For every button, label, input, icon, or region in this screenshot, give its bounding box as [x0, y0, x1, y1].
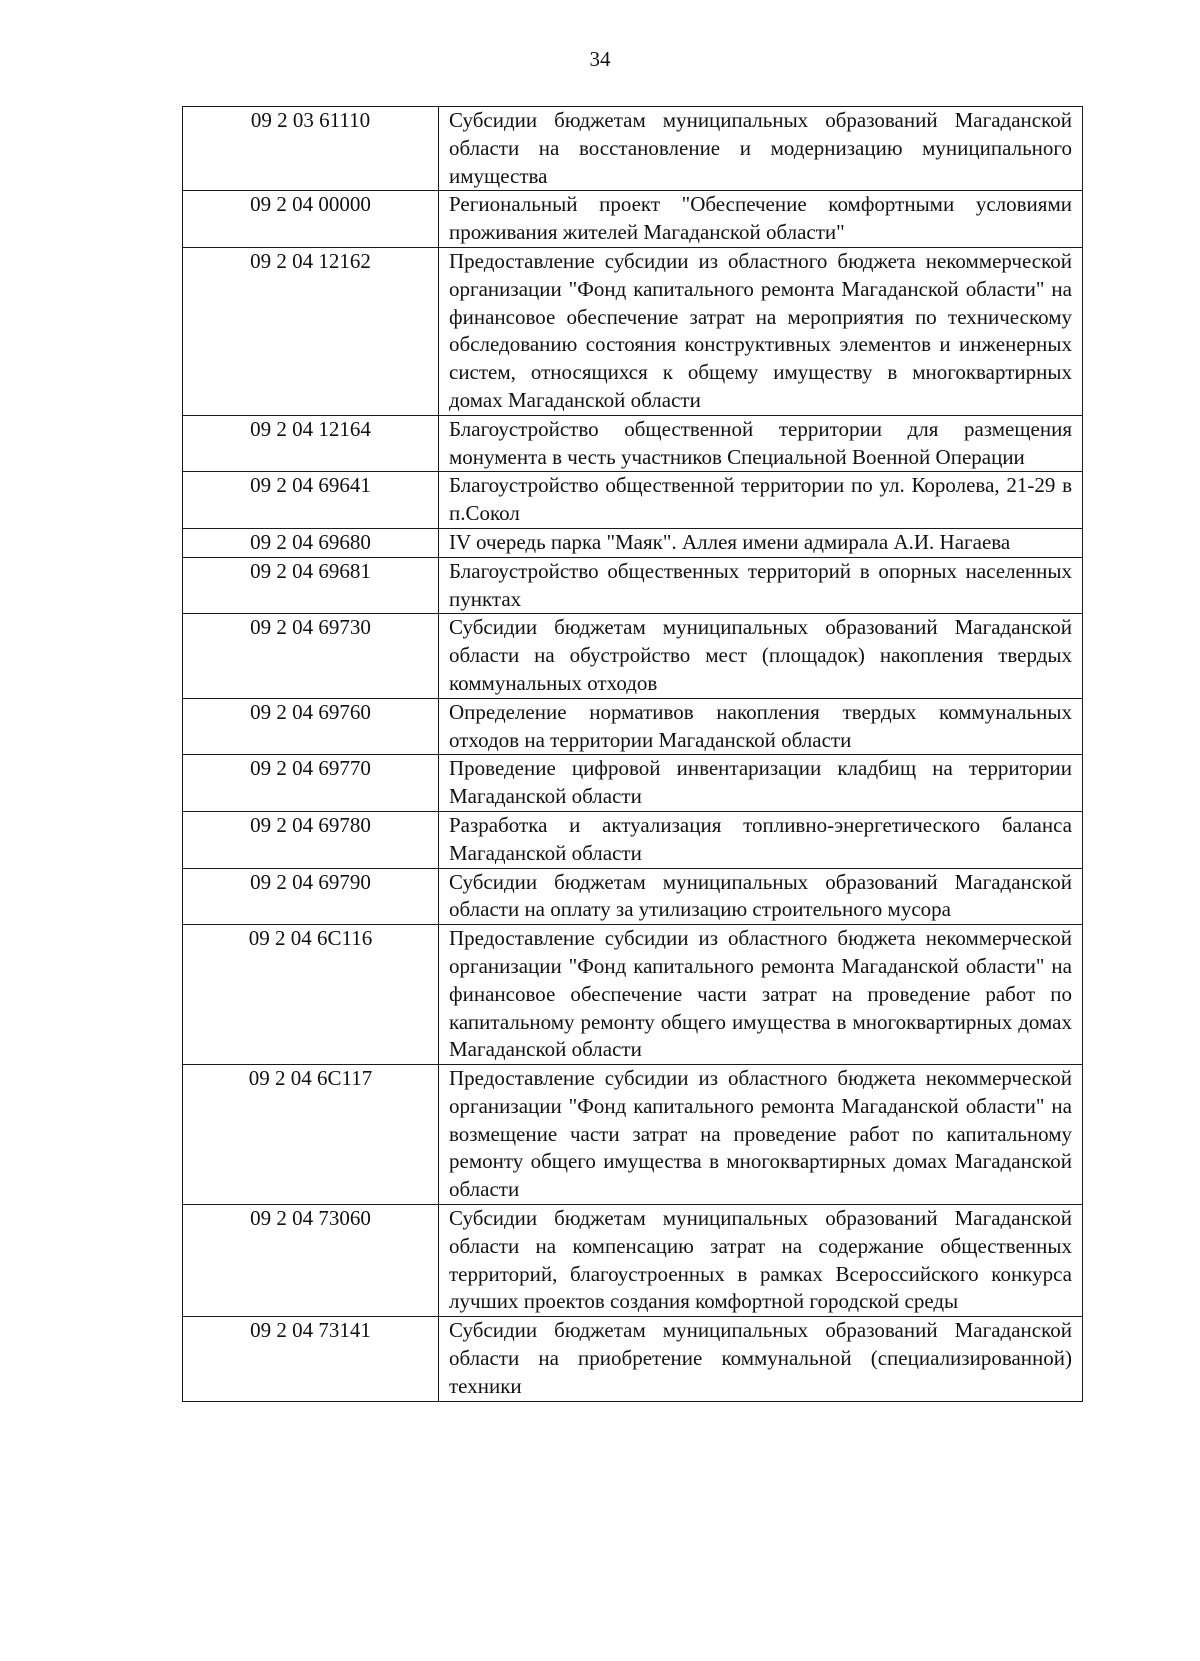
table-row	[183, 811, 1083, 868]
expenditure-description: Благоустройство общественных территорий в опорных населенных пунктах	[439, 557, 1083, 614]
expenditure-description: Субсидии бюджетам муниципальных образований Магаданской области на обустройство мест (площадок) накопления твердых коммунальных отходов	[439, 614, 1083, 698]
classification-code: 09 2 04 73141	[183, 1317, 439, 1401]
table-row	[183, 415, 1083, 472]
table-row	[183, 614, 1083, 698]
table-row	[183, 1317, 1083, 1401]
expenditure-description: Благоустройство общественной территории для размещения монумента в честь участников Специальной Военной Операции	[439, 415, 1083, 472]
expenditure-description: IV очередь парка "Маяк". Аллея имени адмирала А.И. Нагаева	[439, 528, 1083, 557]
classification-code: 09 2 04 69681	[183, 557, 439, 614]
expenditure-description: Предоставление субсидии из областного бюджета некоммерческой организации "Фонд капитального ремонта Магаданской области" на финансовое обеспечение части затрат на проведение работ по капитальному ремонту общего имущества в многоквартирных домах Магаданской области	[439, 925, 1083, 1065]
table-row	[183, 1065, 1083, 1205]
classification-code: 09 2 04 69680	[183, 528, 439, 557]
expenditure-description: Определение нормативов накопления твердых коммунальных отходов на территории Магаданской области	[439, 698, 1083, 755]
expenditure-description: Благоустройство общественной территории по ул. Королева, 21-29 в п.Сокол	[439, 472, 1083, 529]
classification-code: 09 2 04 69730	[183, 614, 439, 698]
expenditure-description: Субсидии бюджетам муниципальных образований Магаданской области на приобретение коммунальной (специализированной) техники	[439, 1317, 1083, 1401]
classification-code: 09 2 04 12164	[183, 415, 439, 472]
table-row	[183, 247, 1083, 415]
expenditure-description: Предоставление субсидии из областного бюджета некоммерческой организации "Фонд капитального ремонта Магаданской области" на возмещение части затрат на проведение работ по капитальному ремонту общего имущества в многоквартирных домах Магаданской области	[439, 1065, 1083, 1205]
table-row	[183, 472, 1083, 529]
expenditure-description: Предоставление субсидии из областного бюджета некоммерческой организации "Фонд капитального ремонта Магаданской области" на финансовое обеспечение затрат на мероприятия по техническому обследованию состояния конструктивных элементов и инженерных систем, относящихся к общему имуществу в многоквартирных домах Магаданской области	[439, 247, 1083, 415]
classification-code: 09 2 04 12162	[183, 247, 439, 415]
table-row	[183, 528, 1083, 557]
budget-code-table	[182, 106, 1083, 1402]
table-row	[183, 698, 1083, 755]
classification-code: 09 2 04 6С117	[183, 1065, 439, 1205]
table-body	[183, 107, 1083, 1402]
table-row	[183, 557, 1083, 614]
table-row	[183, 755, 1083, 812]
classification-code: 09 2 04 69641	[183, 472, 439, 529]
classification-code: 09 2 04 69760	[183, 698, 439, 755]
classification-code: 09 2 04 73060	[183, 1205, 439, 1317]
table-row	[183, 868, 1083, 925]
table-row	[183, 925, 1083, 1065]
classification-code: 09 2 04 69780	[183, 811, 439, 868]
expenditure-description: Субсидии бюджетам муниципальных образований Магаданской области на компенсацию затрат на содержание общественных территорий, благоустроенных в рамках Всероссийского конкурса лучших проектов создания комфортной городской среды	[439, 1205, 1083, 1317]
classification-code: 09 2 04 69790	[183, 868, 439, 925]
classification-code: 09 2 03 61110	[183, 107, 439, 191]
table-row	[183, 1205, 1083, 1317]
table-row	[183, 107, 1083, 191]
page-number: 34	[589, 47, 611, 71]
expenditure-description: Региональный проект "Обеспечение комфортными условиями проживания жителей Магаданской области"	[439, 191, 1083, 248]
classification-code: 09 2 04 69770	[183, 755, 439, 812]
table-row	[183, 191, 1083, 248]
classification-code: 09 2 04 00000	[183, 191, 439, 248]
expenditure-description: Проведение цифровой инвентаризации кладбищ на территории Магаданской области	[439, 755, 1083, 812]
expenditure-description: Субсидии бюджетам муниципальных образований Магаданской области на восстановление и модернизацию муниципального имущества	[439, 107, 1083, 191]
classification-code: 09 2 04 6С116	[183, 925, 439, 1065]
expenditure-description: Субсидии бюджетам муниципальных образований Магаданской области на оплату за утилизацию строительного мусора	[439, 868, 1083, 925]
expenditure-description: Разработка и актуализация топливно-энергетического баланса Магаданской области	[439, 811, 1083, 868]
